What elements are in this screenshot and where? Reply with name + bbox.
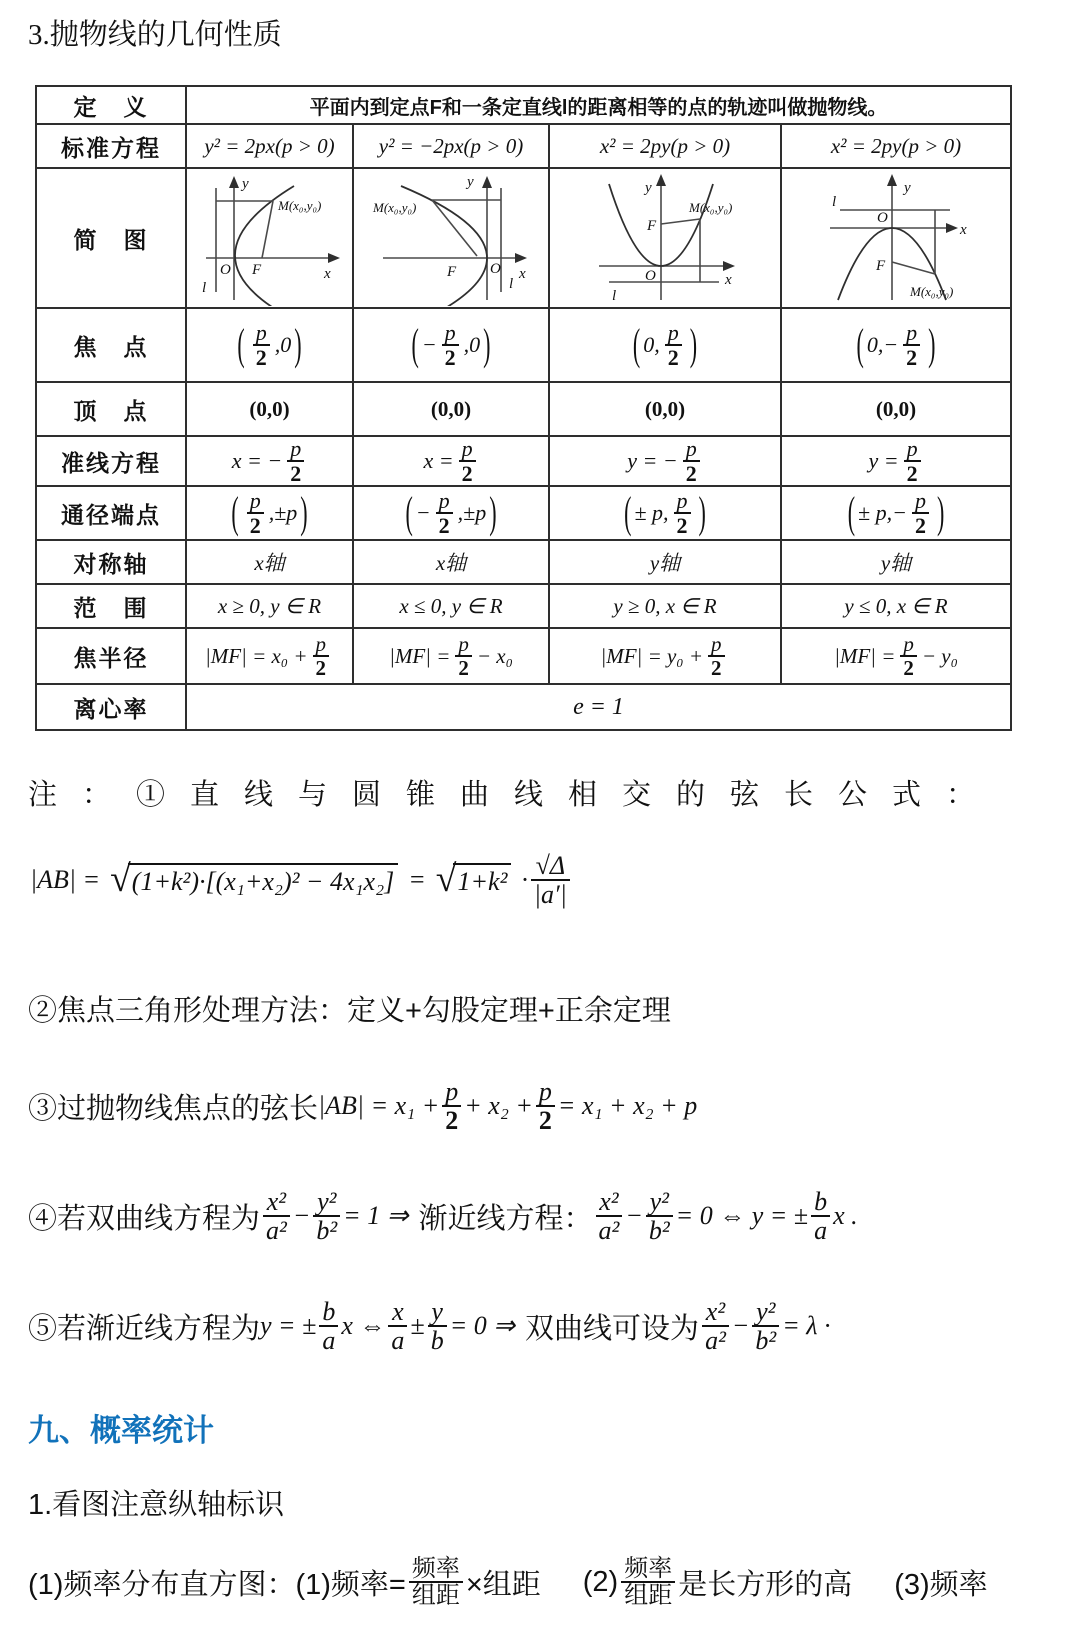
note-text: ③过抛物线焦点的弦长 [28,1092,319,1125]
axis-label-x: x [323,266,331,282]
math-fragment: 0, [643,332,660,357]
note-4 [28,1188,858,1245]
fraction-numerator: p [249,488,261,514]
radius-cell [549,628,781,684]
fraction-denominator: b² [313,1215,340,1244]
note-text: 是长方形的高 [678,1568,853,1601]
fraction [442,321,459,369]
row-label: 对称轴 [36,540,186,584]
fraction-denominator: |a′| [531,879,570,908]
table-row-range [36,584,1011,628]
axis-cell: y轴 [781,540,1011,584]
fraction [459,437,476,485]
fraction-numerator: x² [266,1187,287,1216]
table-row-sketch [36,168,1011,308]
fraction-numerator: x² [705,1297,726,1326]
fraction [900,633,917,679]
fraction [621,1556,675,1608]
fraction-numerator: p [461,436,473,461]
paren: ( [237,319,245,369]
fraction [665,321,682,369]
fraction-denominator: 组距 [409,1581,463,1608]
parabola-properties-table [35,85,1012,731]
radius-cell [353,628,549,684]
math-fragment: − x₀ [476,643,513,668]
table-row-latus [36,486,1011,540]
fraction-denominator: a² [263,1215,290,1244]
math-fragment: |MF| = [834,643,896,668]
fraction-denominator: 2 [247,512,264,537]
point-label: M(x₀,y₀) [373,200,417,215]
fraction-numerator: x [392,1297,404,1326]
focus-label: F [447,264,457,280]
fraction-numerator: p [906,436,918,461]
fraction-denominator: 2 [903,344,920,369]
math-fragment: ± p,− [858,500,907,526]
equation-cell: x² = 2py(p > 0) [549,124,781,168]
radical-sign: √ [110,858,131,901]
note-text: 渐近线方程： [418,1202,593,1235]
fraction [319,1298,338,1355]
point-label: M(x₀,y₀) [277,198,321,213]
fraction-denominator: 2 [442,344,459,369]
focus-cell [186,308,353,382]
math-fragment: − [421,332,437,357]
table-row-axis [36,540,1011,584]
origin-label: O [645,268,656,284]
math-fragment: ,±p [457,500,487,526]
fraction [912,489,929,537]
latus-cell [353,486,549,540]
math-fragment: |AB| = x₁ + [318,1091,440,1121]
parabola-sketch-right-opening [190,170,350,306]
fraction-denominator: 组距 [621,1581,675,1608]
fraction [708,633,725,679]
fraction-denominator: b² [752,1325,779,1354]
math-fragment: x ⇔ [341,1311,386,1341]
fraction-denominator: 2 [683,460,700,485]
fraction-denominator: a [388,1325,407,1354]
fraction-numerator: p [685,436,697,461]
fraction-denominator: a² [596,1215,623,1244]
math-fragment: x = − [231,448,283,474]
frequency-histogram-line [28,1556,988,1608]
radicand: 1+k² [453,863,511,897]
fraction [313,1188,340,1245]
fraction-numerator: y² [649,1187,669,1216]
fraction-numerator: p [315,632,327,657]
latus-cell [781,486,1011,540]
fraction [536,1078,555,1135]
equation-cell: y² = 2px(p > 0) [186,124,353,168]
axis-label-x: x [519,266,526,282]
definition-text: 平面内到定点F和一条定直线l的距离相等的点的轨迹叫做抛物线。 [186,86,1011,124]
vertex-cell: (0,0) [186,382,353,436]
math-fragment: ± p, [634,500,669,526]
directrix-label: l [201,280,206,296]
fraction-numerator: p [667,319,679,345]
fraction-numerator: p [676,488,688,514]
fraction-numerator: y [431,1297,443,1326]
eccentricity-value: e = 1 [186,684,1011,730]
focus-label: F [647,218,657,234]
parabola-sketch-left-opening [371,170,531,306]
fraction-numerator: p [538,1077,552,1106]
fraction-numerator: p [438,488,450,514]
math-fragment: ,0 [463,332,481,357]
origin-label: O [490,261,501,277]
axis-cell: x轴 [186,540,353,584]
radius-cell [781,628,1011,684]
fraction [455,633,472,679]
fraction-numerator: y² [756,1297,776,1326]
axis-label-y: y [904,180,911,196]
row-label: 焦半径 [36,628,186,684]
math-fragment: ,±p [268,500,298,526]
fraction-denominator: 2 [287,460,304,485]
fraction-denominator: 2 [455,655,472,679]
axis-label-x: x [960,222,967,238]
radical-sign: √ [435,858,457,901]
fraction-numerator: x² [599,1187,619,1216]
fraction-numerator: p [444,319,456,345]
paren: ) [936,487,945,538]
fraction [702,1298,729,1355]
row-label: 标准方程 [36,124,186,168]
fraction-denominator: b² [646,1215,673,1244]
fraction [313,633,330,679]
focus-label: F [251,262,261,278]
parabola-sketch-down-opening [816,170,976,306]
fraction [442,1078,461,1135]
point-label: M(x₀,y₀) [689,200,733,215]
fraction-denominator: 2 [904,460,921,485]
math-fragment: x = [423,448,454,474]
fraction-numerator: 频率 [411,1555,460,1582]
fraction-denominator: 2 [674,512,691,537]
fraction [596,1188,623,1245]
math-fragment: |MF| = x₀ + [204,643,308,668]
note-header: 注：①直线与圆锥曲线相交的弦长公式： [28,779,1001,811]
fraction [428,1298,447,1355]
math-fragment: = x₁ + x₂ + p [557,1091,698,1121]
fraction-denominator: 2 [900,655,917,679]
table-row-directrix [36,436,1011,486]
fraction [436,489,453,537]
range-cell: x ≥ 0, y ∈ R [186,584,353,628]
math-fragment: |MF| = [389,643,451,668]
fraction [674,489,691,537]
paren: ) [698,487,706,538]
fraction-numerator: √Δ [535,851,566,880]
paren: ( [632,319,641,369]
directrix-cell [186,436,353,486]
sketch-cell [186,168,353,308]
fraction-numerator: p [906,319,918,345]
table-row-definition [36,86,1011,124]
paren: ( [856,319,864,369]
fraction-denominator: 2 [536,1105,555,1134]
probability-section-heading: 九、概率统计 [28,1413,214,1448]
note-5 [28,1298,831,1355]
section-title: 3.抛物线的几何性质 [28,19,282,51]
table-row-equation [36,124,1011,168]
fraction-numerator: p [255,319,267,345]
table-row-vertex [36,382,1011,436]
note-text: 双曲线可设为 [525,1312,700,1345]
equation-cell: x² = 2py(p > 0) [781,124,1011,168]
directrix-cell [781,436,1011,486]
fraction-denominator: a [811,1215,830,1244]
sketch-cell [549,168,781,308]
equation-cell: y² = −2px(p > 0) [353,124,549,168]
note-2: ②焦点三角形处理方法：定义+勾股定理+正余定理 [28,995,671,1027]
math-fragment: x . [833,1201,858,1231]
fraction-denominator: 2 [459,460,476,485]
paren: ( [405,487,413,538]
paren: ) [483,319,491,369]
fraction [388,1298,407,1355]
note-text: (2) [582,1565,619,1598]
fraction-numerator: 频率 [624,1555,673,1582]
math-fragment: · [521,865,528,895]
range-cell: x ≤ 0, y ∈ R [353,584,549,628]
fraction [531,852,570,909]
table-row-eccentricity [36,684,1011,730]
point-label: M(x₀,y₀) [910,284,954,299]
fraction-denominator: a [319,1325,338,1354]
row-label: 离心率 [36,684,186,730]
radicand: (1+k²)·[(x₁+x₂)² − 4x₁x₂] [128,863,398,897]
range-cell: y ≤ 0, x ∈ R [781,584,1011,628]
directrix-label: l [612,288,617,304]
math-fragment: ,0 [274,332,292,357]
vertex-cell: (0,0) [353,382,549,436]
row-label: 顶 点 [36,382,186,436]
note-text: (3)频率 [894,1568,988,1601]
vertex-cell: (0,0) [549,382,781,436]
fraction-denominator: 2 [708,655,725,679]
axis-cell: x轴 [353,540,549,584]
math-fragment: = 0 ⇒ [449,1311,516,1341]
axis-cell: y轴 [549,540,781,584]
fraction-numerator: p [903,632,914,657]
row-label: 定 义 [36,86,186,124]
math-fragment: − [625,1201,643,1231]
focus-cell [781,308,1011,382]
latus-cell [549,486,781,540]
fraction-denominator: 2 [313,655,330,679]
paren: ( [411,319,419,369]
sketch-cell [353,168,549,308]
origin-label: O [877,210,888,226]
paren: ) [928,319,936,369]
math-fragment: = 1 ⇒ [343,1201,409,1231]
sketch-cell [781,168,1011,308]
directrix-label: l [509,276,514,292]
fraction [287,437,304,485]
math-fragment: − [292,1201,311,1231]
math-fragment: = [408,865,426,895]
origin-label: O [219,262,231,278]
fraction-denominator: 2 [253,344,270,369]
paren: ( [231,487,239,538]
radius-cell [186,628,353,684]
fraction-numerator: p [445,1077,459,1106]
fraction-denominator: a² [702,1325,729,1354]
row-label: 焦 点 [36,308,186,382]
fraction-numerator: b [322,1297,336,1326]
paren: ) [300,487,308,538]
math-fragment: y = [868,448,899,474]
axis-label-y: y [467,174,474,190]
math-fragment: − y₀ [921,643,958,668]
axis-label-y: y [241,176,249,192]
math-fragment: y = ± [260,1311,317,1341]
table-row-radius [36,628,1011,684]
fraction-numerator: p [458,632,469,657]
note-text: ×组距 [465,1568,541,1601]
paren: ) [294,319,302,369]
row-label: 简 图 [36,168,186,308]
note-text: ⑤若渐近线方程为 [28,1312,261,1345]
fraction [263,1188,290,1245]
note-3 [28,1078,697,1135]
fraction [646,1188,673,1245]
row-label: 通径端点 [36,486,186,540]
fraction-numerator: y² [317,1187,337,1216]
math-fragment: 0,− [866,332,899,357]
fraction [683,437,700,485]
probability-subheading: 1.看图注意纵轴标识 [28,1489,285,1521]
math-fragment: = λ · [782,1311,831,1341]
focus-cell [353,308,549,382]
paren: ( [847,487,856,538]
table-row-focus [36,308,1011,382]
paren: ) [689,319,698,369]
math-fragment: + x₂ + [464,1091,533,1121]
focus-cell [549,308,781,382]
latus-cell [186,486,353,540]
axis-label-x: x [725,272,732,288]
paren: ) [489,487,497,538]
fraction-numerator: p [290,436,302,461]
fraction-numerator: b [814,1187,828,1216]
fraction [904,437,921,485]
fraction [253,321,270,369]
math-fragment: |MF| = y₀ + [600,643,704,668]
axis-label-y: y [645,180,652,196]
note-text: ④若双曲线方程为 [28,1202,261,1235]
math-fragment: = 0 ⇔ y = ± [675,1201,809,1231]
fraction [247,489,264,537]
directrix-cell [549,436,781,486]
math-fragment: ± [410,1311,425,1341]
row-label: 准线方程 [36,436,186,486]
paren: ( [624,487,632,538]
focus-label: F [876,258,886,274]
fraction [811,1188,830,1245]
vertex-cell: (0,0) [781,382,1011,436]
directrix-cell [353,436,549,486]
math-fragment: y = − [627,448,678,474]
row-label: 范 围 [36,584,186,628]
chord-length-formula [30,852,573,909]
fraction-denominator: 2 [912,512,929,537]
math-fragment: − [731,1311,750,1341]
fraction-numerator: p [914,488,926,514]
fraction-denominator: 2 [665,344,682,369]
note-text: (1)频率分布直方图：(1)频率= [28,1568,406,1601]
fraction-numerator: p [711,632,722,657]
fraction [409,1556,463,1608]
math-fragment: − [415,500,431,526]
fraction [752,1298,779,1355]
range-cell: y ≥ 0, x ∈ R [549,584,781,628]
fraction-denominator: b [428,1325,447,1354]
fraction-denominator: 2 [436,512,453,537]
fraction-denominator: 2 [442,1105,461,1134]
math-fragment: |AB| = [30,865,101,895]
directrix-label: l [832,194,837,210]
fraction [903,321,920,369]
parabola-sketch-up-opening [585,170,745,306]
